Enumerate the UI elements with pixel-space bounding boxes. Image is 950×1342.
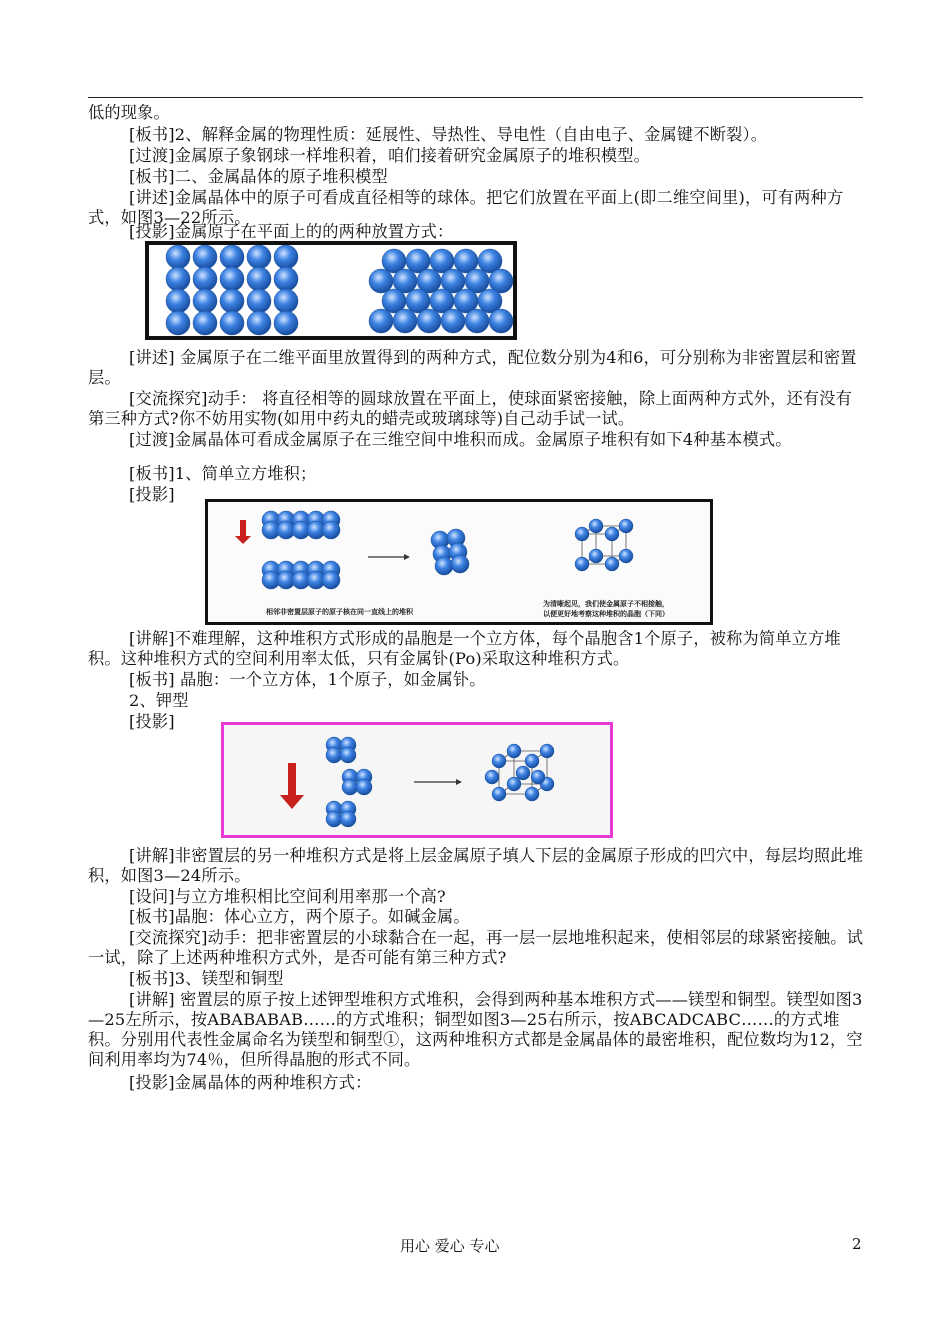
atom-sphere	[322, 571, 340, 589]
atom-sphere	[166, 289, 190, 313]
body-centered-illustration	[224, 725, 610, 835]
atom-sphere	[507, 744, 521, 758]
atom-sphere	[575, 557, 589, 571]
atom-sphere	[492, 787, 506, 801]
atom-sphere	[342, 779, 358, 795]
atom-sphere	[589, 519, 603, 533]
page-number: 2	[852, 1235, 862, 1253]
atom-sphere	[193, 245, 217, 269]
simple-cubic-illustration	[208, 502, 710, 622]
atom-sphere	[441, 309, 465, 333]
figure-caption-left: 相邻非密置层原子的原子核在同一直线上的堆积	[266, 608, 413, 616]
text-line: 低的现象。	[88, 103, 170, 122]
atom-sphere	[356, 779, 372, 795]
text-paragraph: [讲述] 金属原子在二维平面里放置得到的两种方式，配位数分别为4和6，可分别称为非密置层和密置层。	[88, 348, 857, 387]
right-arrow-icon	[456, 779, 462, 785]
text-paragraph: [讲解]非密置层的另一种堆积方式是将上层金属原子填人下层的金属原子形成的凹穴中，每层均照此堆积，如图3—24所示。	[88, 846, 864, 885]
figure-caption-right-1: 为清晰起见，我们使金属原子不相接触，	[543, 600, 669, 608]
down-arrow-icon	[280, 763, 304, 809]
header-rule	[88, 97, 863, 98]
atom-sphere	[489, 309, 513, 333]
text-line: [板书]3、镁型和铜型	[129, 969, 284, 988]
down-arrow-icon	[235, 520, 251, 544]
atom-sphere	[575, 527, 589, 541]
atom-sphere	[605, 527, 619, 541]
atom-sphere	[274, 289, 298, 313]
atom-sphere	[369, 309, 393, 333]
text-line: [过渡]金属原子象钢球一样堆积着，咱们接着研究金属原子的堆积模型。	[129, 146, 651, 165]
atom-sphere	[589, 549, 603, 563]
text-paragraph: [讲解]不难理解，这种堆积方式形成的晶胞是一个立方体，每个晶胞含1个原子，被称为简单立方堆积。这种堆积方式的空间利用率太低，只有金属钋(Po)采取这种堆积方式。	[88, 629, 841, 668]
atom-sphere	[326, 811, 342, 827]
atom-sphere	[220, 311, 244, 335]
atom-sphere	[193, 267, 217, 291]
atom-sphere	[274, 267, 298, 291]
atom-sphere	[393, 309, 417, 333]
atom-sphere	[340, 811, 356, 827]
atom-sphere	[619, 519, 633, 533]
atom-sphere	[166, 311, 190, 335]
atom-sphere	[516, 766, 530, 780]
atom-sphere	[435, 557, 453, 575]
atom-sphere	[605, 557, 619, 571]
atom-sphere	[193, 311, 217, 335]
atom-sphere	[525, 787, 539, 801]
text-line: [板书]晶胞：体心立方，两个原子。如碱金属。	[129, 907, 470, 926]
atom-sphere	[247, 311, 271, 335]
atom-sphere	[247, 245, 271, 269]
atom-sphere	[619, 549, 633, 563]
atom-sphere	[274, 245, 298, 269]
atom-sphere	[507, 777, 521, 791]
figure-planar-arrangements	[145, 241, 517, 340]
atom-sphere	[485, 770, 499, 784]
atom-sphere	[340, 747, 356, 763]
atom-sphere	[465, 309, 489, 333]
text-paragraph: [交流探究]动手： 将直径相等的圆球放置在平面上，使球面紧密接触，除上面两种方式外，还有没有第三种方式?你不妨用实物(如用中药丸的蜡壳或玻璃球等)自己动手试一试。	[88, 389, 853, 428]
footer-text: 用心 爱心 专心	[400, 1237, 500, 1255]
atom-sphere	[220, 289, 244, 313]
atom-sphere	[166, 267, 190, 291]
text-paragraph: [过渡]金属晶体可看成金属原子在三维空间中堆积而成。金属原子堆积有如下4种基本模式。	[129, 430, 792, 449]
text-paragraph: [讲述]金属晶体中的原子可看成直径相等的球体。把它们放置在平面上(即二维空间里)，可有两种方式，如图3—22所示。	[88, 188, 844, 227]
text-line: [投影]	[129, 485, 175, 504]
atom-sphere	[193, 289, 217, 313]
atom-sphere	[417, 309, 441, 333]
text-line: [设问]与立方堆积相比空间利用率那一个高?	[129, 887, 446, 906]
text-paragraph: [交流探究]动手：把非密置层的小球黏合在一起，再一层一层地堆积起来，使相邻层的球紧密接触。试一试，除了上述两种堆积方式外，是否可能有第三种方式?	[88, 928, 864, 967]
atom-sphere	[274, 311, 298, 335]
figure-simple-cubic	[205, 499, 713, 625]
atom-sphere	[220, 267, 244, 291]
atom-sphere	[247, 267, 271, 291]
figure-caption-right-2: 以便更好地考察这种堆积的晶胞（下同）	[543, 610, 669, 618]
text-line: 2、钾型	[129, 691, 189, 710]
sphere-layers-illustration	[149, 245, 513, 336]
atom-sphere	[451, 555, 469, 573]
atom-sphere	[322, 521, 340, 539]
text-line: [板书]2、解释金属的物理性质：延展性、导热性、导电性（自由电子、金属键不断裂）。	[129, 125, 768, 144]
atom-sphere	[540, 744, 554, 758]
text-line: [投影]金属晶体的两种堆积方式：	[129, 1073, 372, 1092]
atom-sphere	[326, 747, 342, 763]
text-line: [板书]1、简单立方堆积；	[129, 464, 317, 483]
atom-sphere	[492, 754, 506, 768]
atom-sphere	[220, 245, 244, 269]
figure-body-centered	[221, 722, 613, 838]
atom-sphere	[247, 289, 271, 313]
atom-sphere	[369, 269, 393, 293]
text-paragraph: [讲解] 密置层的原子按上述钾型堆积方式堆积，会得到两种基本堆积方式——镁型和铜型。镁型如图3—25左所示，按ABABABAB……的方式堆积；铜型如图3—25右所示，按ABCADCABC……的方式堆积。分别用代表性金属命名为镁型和铜型①，这两种堆积方式都是金属晶体的最密堆积，配位数均为12，空间利用率均为74％，但所得晶胞的形式不同。	[88, 990, 863, 1069]
atom-sphere	[166, 245, 190, 269]
text-line: [投影]	[129, 712, 175, 731]
right-arrow-icon	[404, 554, 410, 560]
text-line: [板书] 晶胞：一个立方体，1个原子，如金属钋。	[129, 670, 486, 689]
atom-sphere	[531, 770, 545, 784]
text-line: [投影]金属原子在平面上的的两种放置方式：	[129, 222, 454, 241]
text-line: [板书]二、金属晶体的原子堆积模型	[129, 167, 388, 186]
atom-sphere	[525, 754, 539, 768]
